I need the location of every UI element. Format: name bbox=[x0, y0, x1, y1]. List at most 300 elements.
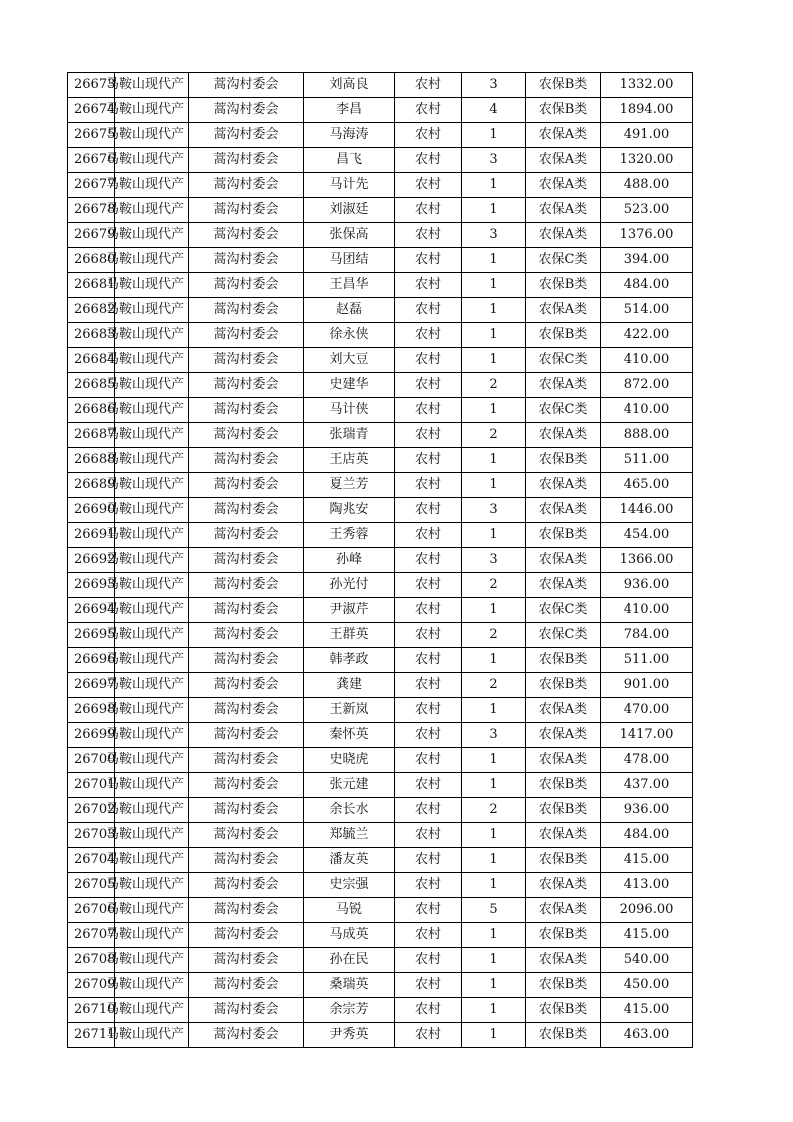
insurance-category-cell: 农保B类 bbox=[526, 773, 601, 798]
organization-text: 马鞍山现代产 bbox=[106, 1027, 185, 1042]
area-type-cell: 农村 bbox=[395, 823, 462, 848]
area-type-cell: 农村 bbox=[395, 873, 462, 898]
organization-text: 马鞍山现代产 bbox=[106, 152, 185, 167]
table-row bbox=[68, 473, 693, 498]
village-committee-cell: 蒿沟村委会 bbox=[189, 523, 304, 548]
person-name-cell: 王昌华 bbox=[304, 273, 395, 298]
organization-text: 马鞍山现代产 bbox=[106, 477, 185, 492]
village-committee-cell: 蒿沟村委会 bbox=[189, 398, 304, 423]
village-committee-cell: 蒿沟村委会 bbox=[189, 998, 304, 1023]
table-row bbox=[68, 498, 693, 523]
household-count-cell: 1 bbox=[462, 123, 526, 148]
household-count-cell: 2 bbox=[462, 798, 526, 823]
organization-cell bbox=[106, 473, 189, 498]
village-committee-cell: 蒿沟村委会 bbox=[189, 723, 304, 748]
person-name-cell: 尹秀英 bbox=[304, 1023, 395, 1048]
organization-cell bbox=[106, 248, 189, 273]
person-name-cell: 马计侠 bbox=[304, 398, 395, 423]
household-count-cell: 5 bbox=[462, 898, 526, 923]
organization-text: 马鞍山现代产 bbox=[106, 427, 185, 442]
area-type-cell: 农村 bbox=[395, 973, 462, 998]
village-committee-cell: 蒿沟村委会 bbox=[189, 623, 304, 648]
table-row bbox=[68, 148, 693, 173]
village-committee-cell: 蒿沟村委会 bbox=[189, 73, 304, 98]
household-count-cell: 1 bbox=[462, 998, 526, 1023]
person-name-cell: 史晓虎 bbox=[304, 748, 395, 773]
area-type-cell: 农村 bbox=[395, 698, 462, 723]
insurance-category-cell: 农保B类 bbox=[526, 273, 601, 298]
organization-text: 马鞍山现代产 bbox=[106, 727, 185, 742]
village-committee-cell: 蒿沟村委会 bbox=[189, 273, 304, 298]
table-row bbox=[68, 748, 693, 773]
organization-text: 马鞍山现代产 bbox=[106, 227, 185, 242]
organization-cell bbox=[106, 348, 189, 373]
insurance-category-cell: 农保B类 bbox=[526, 848, 601, 873]
organization-cell bbox=[106, 498, 189, 523]
organization-text: 马鞍山现代产 bbox=[106, 302, 185, 317]
table-row bbox=[68, 673, 693, 698]
insurance-category-cell: 农保A类 bbox=[526, 298, 601, 323]
person-name-cell: 马海涛 bbox=[304, 123, 395, 148]
person-name-cell: 王群英 bbox=[304, 623, 395, 648]
table-row bbox=[68, 73, 693, 98]
insurance-category-cell: 农保A类 bbox=[526, 148, 601, 173]
household-count-cell: 2 bbox=[462, 373, 526, 398]
insurance-category-cell: 农保A类 bbox=[526, 748, 601, 773]
record-id-cell: 26692 bbox=[68, 548, 115, 573]
household-count-cell: 1 bbox=[462, 1023, 526, 1048]
record-id-cell: 26699 bbox=[68, 723, 115, 748]
area-type-cell: 农村 bbox=[395, 298, 462, 323]
household-count-cell: 1 bbox=[462, 748, 526, 773]
village-committee-cell: 蒿沟村委会 bbox=[189, 923, 304, 948]
table-row bbox=[68, 423, 693, 448]
record-id-cell: 26710 bbox=[68, 998, 115, 1023]
organization-cell bbox=[106, 748, 189, 773]
amount-cell: 484.00 bbox=[601, 823, 693, 848]
table-row bbox=[68, 448, 693, 473]
person-name-cell: 马成英 bbox=[304, 923, 395, 948]
organization-text: 马鞍山现代产 bbox=[106, 602, 185, 617]
insurance-category-cell: 农保A类 bbox=[526, 473, 601, 498]
organization-text: 马鞍山现代产 bbox=[106, 977, 185, 992]
village-committee-cell: 蒿沟村委会 bbox=[189, 473, 304, 498]
household-count-cell: 4 bbox=[462, 98, 526, 123]
amount-cell: 413.00 bbox=[601, 873, 693, 898]
organization-text: 马鞍山现代产 bbox=[106, 827, 185, 842]
amount-cell: 488.00 bbox=[601, 173, 693, 198]
village-committee-cell: 蒿沟村委会 bbox=[189, 823, 304, 848]
insurance-category-cell: 农保B类 bbox=[526, 1023, 601, 1048]
village-committee-cell: 蒿沟村委会 bbox=[189, 698, 304, 723]
table-row bbox=[68, 298, 693, 323]
household-count-cell: 3 bbox=[462, 548, 526, 573]
insurance-category-cell: 农保B类 bbox=[526, 523, 601, 548]
table-row bbox=[68, 598, 693, 623]
person-name-cell: 史建华 bbox=[304, 373, 395, 398]
record-id-cell: 26690 bbox=[68, 498, 115, 523]
organization-cell bbox=[106, 873, 189, 898]
person-name-cell: 桑瑞英 bbox=[304, 973, 395, 998]
organization-cell bbox=[106, 398, 189, 423]
record-id-cell: 26695 bbox=[68, 623, 115, 648]
insurance-category-cell: 农保A类 bbox=[526, 373, 601, 398]
village-committee-cell: 蒿沟村委会 bbox=[189, 973, 304, 998]
record-id-cell: 26683 bbox=[68, 323, 115, 348]
amount-cell: 936.00 bbox=[601, 573, 693, 598]
table-row bbox=[68, 798, 693, 823]
amount-cell: 415.00 bbox=[601, 848, 693, 873]
table-row bbox=[68, 173, 693, 198]
household-count-cell: 2 bbox=[462, 573, 526, 598]
organization-text: 马鞍山现代产 bbox=[106, 877, 185, 892]
organization-cell bbox=[106, 448, 189, 473]
person-name-cell: 孙峰 bbox=[304, 548, 395, 573]
insurance-category-cell: 农保B类 bbox=[526, 448, 601, 473]
household-count-cell: 2 bbox=[462, 423, 526, 448]
organization-cell bbox=[106, 423, 189, 448]
amount-cell: 478.00 bbox=[601, 748, 693, 773]
area-type-cell: 农村 bbox=[395, 273, 462, 298]
amount-cell: 901.00 bbox=[601, 673, 693, 698]
record-id-cell: 26700 bbox=[68, 748, 115, 773]
table-row bbox=[68, 398, 693, 423]
person-name-cell: 赵磊 bbox=[304, 298, 395, 323]
area-type-cell: 农村 bbox=[395, 198, 462, 223]
area-type-cell: 农村 bbox=[395, 848, 462, 873]
area-type-cell: 农村 bbox=[395, 223, 462, 248]
village-committee-cell: 蒿沟村委会 bbox=[189, 673, 304, 698]
insurance-category-cell: 农保C类 bbox=[526, 598, 601, 623]
organization-text: 马鞍山现代产 bbox=[106, 577, 185, 592]
record-id-cell: 26684 bbox=[68, 348, 115, 373]
household-count-cell: 3 bbox=[462, 723, 526, 748]
insurance-category-cell: 农保A类 bbox=[526, 723, 601, 748]
organization-cell bbox=[106, 998, 189, 1023]
area-type-cell: 农村 bbox=[395, 773, 462, 798]
village-committee-cell: 蒿沟村委会 bbox=[189, 198, 304, 223]
person-name-cell: 昌飞 bbox=[304, 148, 395, 173]
insurance-category-cell: 农保A类 bbox=[526, 498, 601, 523]
person-name-cell: 韩孝政 bbox=[304, 648, 395, 673]
insurance-category-cell: 农保C类 bbox=[526, 348, 601, 373]
table-row bbox=[68, 873, 693, 898]
area-type-cell: 农村 bbox=[395, 723, 462, 748]
person-name-cell: 余宗芳 bbox=[304, 998, 395, 1023]
amount-cell: 872.00 bbox=[601, 373, 693, 398]
table-row bbox=[68, 723, 693, 748]
person-name-cell: 徐永侠 bbox=[304, 323, 395, 348]
village-committee-cell: 蒿沟村委会 bbox=[189, 448, 304, 473]
record-id-cell: 26689 bbox=[68, 473, 115, 498]
organization-text: 马鞍山现代产 bbox=[106, 452, 185, 467]
household-count-cell: 3 bbox=[462, 498, 526, 523]
table-row bbox=[68, 1023, 693, 1048]
organization-text: 马鞍山现代产 bbox=[106, 102, 185, 117]
household-count-cell: 2 bbox=[462, 623, 526, 648]
organization-cell bbox=[106, 148, 189, 173]
amount-cell: 410.00 bbox=[601, 598, 693, 623]
household-count-cell: 3 bbox=[462, 148, 526, 173]
household-count-cell: 1 bbox=[462, 848, 526, 873]
organization-cell bbox=[106, 573, 189, 598]
record-id-cell: 26704 bbox=[68, 848, 115, 873]
person-name-cell: 余长水 bbox=[304, 798, 395, 823]
record-id-cell: 26703 bbox=[68, 823, 115, 848]
amount-cell: 484.00 bbox=[601, 273, 693, 298]
record-id-cell: 26698 bbox=[68, 698, 115, 723]
village-committee-cell: 蒿沟村委会 bbox=[189, 173, 304, 198]
record-id-cell: 26702 bbox=[68, 798, 115, 823]
household-count-cell: 1 bbox=[462, 698, 526, 723]
village-committee-cell: 蒿沟村委会 bbox=[189, 98, 304, 123]
village-committee-cell: 蒿沟村委会 bbox=[189, 773, 304, 798]
area-type-cell: 农村 bbox=[395, 173, 462, 198]
table-row bbox=[68, 648, 693, 673]
record-id-cell: 26673 bbox=[68, 73, 115, 98]
household-count-cell: 1 bbox=[462, 448, 526, 473]
table-row bbox=[68, 323, 693, 348]
record-id-cell: 26687 bbox=[68, 423, 115, 448]
person-name-cell: 王秀蓉 bbox=[304, 523, 395, 548]
insurance-category-cell: 农保A类 bbox=[526, 123, 601, 148]
person-name-cell: 张瑞青 bbox=[304, 423, 395, 448]
organization-text: 马鞍山现代产 bbox=[106, 527, 185, 542]
area-type-cell: 农村 bbox=[395, 473, 462, 498]
person-name-cell: 王新岚 bbox=[304, 698, 395, 723]
table-row bbox=[68, 248, 693, 273]
organization-cell bbox=[106, 1023, 189, 1048]
household-count-cell: 1 bbox=[462, 248, 526, 273]
insurance-category-cell: 农保B类 bbox=[526, 673, 601, 698]
insurance-category-cell: 农保A类 bbox=[526, 548, 601, 573]
organization-text: 马鞍山现代产 bbox=[106, 777, 185, 792]
organization-text: 马鞍山现代产 bbox=[106, 277, 185, 292]
village-committee-cell: 蒿沟村委会 bbox=[189, 798, 304, 823]
record-id-cell: 26675 bbox=[68, 123, 115, 148]
insurance-category-cell: 农保C类 bbox=[526, 623, 601, 648]
organization-text: 马鞍山现代产 bbox=[106, 77, 185, 92]
person-name-cell: 潘友英 bbox=[304, 848, 395, 873]
record-id-cell: 26691 bbox=[68, 523, 115, 548]
household-count-cell: 1 bbox=[462, 298, 526, 323]
household-count-cell: 1 bbox=[462, 773, 526, 798]
village-committee-cell: 蒿沟村委会 bbox=[189, 148, 304, 173]
area-type-cell: 农村 bbox=[395, 623, 462, 648]
area-type-cell: 农村 bbox=[395, 898, 462, 923]
organization-cell bbox=[106, 598, 189, 623]
organization-text: 马鞍山现代产 bbox=[106, 902, 185, 917]
organization-cell bbox=[106, 923, 189, 948]
organization-cell bbox=[106, 173, 189, 198]
amount-cell: 888.00 bbox=[601, 423, 693, 448]
village-committee-cell: 蒿沟村委会 bbox=[189, 323, 304, 348]
organization-cell bbox=[106, 898, 189, 923]
amount-cell: 394.00 bbox=[601, 248, 693, 273]
organization-cell bbox=[106, 648, 189, 673]
village-committee-cell: 蒿沟村委会 bbox=[189, 873, 304, 898]
area-type-cell: 农村 bbox=[395, 748, 462, 773]
person-name-cell: 夏兰芳 bbox=[304, 473, 395, 498]
insurance-category-cell: 农保B类 bbox=[526, 73, 601, 98]
person-name-cell: 刘淑廷 bbox=[304, 198, 395, 223]
person-name-cell: 秦怀英 bbox=[304, 723, 395, 748]
organization-text: 马鞍山现代产 bbox=[106, 327, 185, 342]
household-count-cell: 1 bbox=[462, 348, 526, 373]
table-row bbox=[68, 548, 693, 573]
area-type-cell: 农村 bbox=[395, 398, 462, 423]
area-type-cell: 农村 bbox=[395, 598, 462, 623]
insurance-category-cell: 农保A类 bbox=[526, 898, 601, 923]
amount-cell: 454.00 bbox=[601, 523, 693, 548]
table-row bbox=[68, 773, 693, 798]
area-type-cell: 农村 bbox=[395, 523, 462, 548]
insurance-category-cell: 农保C类 bbox=[526, 398, 601, 423]
organization-cell bbox=[106, 73, 189, 98]
organization-cell bbox=[106, 98, 189, 123]
amount-cell: 450.00 bbox=[601, 973, 693, 998]
insurance-category-cell: 农保A类 bbox=[526, 173, 601, 198]
record-id-cell: 26680 bbox=[68, 248, 115, 273]
insurance-category-cell: 农保A类 bbox=[526, 823, 601, 848]
amount-cell: 491.00 bbox=[601, 123, 693, 148]
record-id-cell: 26678 bbox=[68, 198, 115, 223]
insurance-category-cell: 农保A类 bbox=[526, 873, 601, 898]
table-row bbox=[68, 348, 693, 373]
household-count-cell: 1 bbox=[462, 198, 526, 223]
area-type-cell: 农村 bbox=[395, 948, 462, 973]
insurance-category-cell: 农保B类 bbox=[526, 648, 601, 673]
area-type-cell: 农村 bbox=[395, 798, 462, 823]
organization-cell bbox=[106, 523, 189, 548]
person-name-cell: 马团结 bbox=[304, 248, 395, 273]
organization-cell bbox=[106, 723, 189, 748]
organization-text: 马鞍山现代产 bbox=[106, 552, 185, 567]
organization-text: 马鞍山现代产 bbox=[106, 677, 185, 692]
amount-cell: 415.00 bbox=[601, 998, 693, 1023]
organization-cell bbox=[106, 673, 189, 698]
amount-cell: 470.00 bbox=[601, 698, 693, 723]
amount-cell: 936.00 bbox=[601, 798, 693, 823]
organization-cell bbox=[106, 948, 189, 973]
record-id-cell: 26696 bbox=[68, 648, 115, 673]
person-name-cell: 尹淑芹 bbox=[304, 598, 395, 623]
household-count-cell: 3 bbox=[462, 223, 526, 248]
area-type-cell: 农村 bbox=[395, 673, 462, 698]
table-row bbox=[68, 273, 693, 298]
table-row bbox=[68, 523, 693, 548]
amount-cell: 422.00 bbox=[601, 323, 693, 348]
insurance-category-cell: 农保A类 bbox=[526, 223, 601, 248]
village-committee-cell: 蒿沟村委会 bbox=[189, 298, 304, 323]
village-committee-cell: 蒿沟村委会 bbox=[189, 373, 304, 398]
household-count-cell: 1 bbox=[462, 173, 526, 198]
area-type-cell: 农村 bbox=[395, 573, 462, 598]
record-id-cell: 26711 bbox=[68, 1023, 115, 1048]
area-type-cell: 农村 bbox=[395, 1023, 462, 1048]
person-name-cell: 史宗强 bbox=[304, 873, 395, 898]
village-committee-cell: 蒿沟村委会 bbox=[189, 848, 304, 873]
household-count-cell: 1 bbox=[462, 873, 526, 898]
amount-cell: 1446.00 bbox=[601, 498, 693, 523]
village-committee-cell: 蒿沟村委会 bbox=[189, 548, 304, 573]
organization-text: 马鞍山现代产 bbox=[106, 852, 185, 867]
village-committee-cell: 蒿沟村委会 bbox=[189, 1023, 304, 1048]
area-type-cell: 农村 bbox=[395, 323, 462, 348]
village-committee-cell: 蒿沟村委会 bbox=[189, 648, 304, 673]
table-row bbox=[68, 948, 693, 973]
insurance-category-cell: 农保A类 bbox=[526, 573, 601, 598]
organization-text: 马鞍山现代产 bbox=[106, 352, 185, 367]
amount-cell: 410.00 bbox=[601, 348, 693, 373]
organization-cell bbox=[106, 373, 189, 398]
organization-text: 马鞍山现代产 bbox=[106, 752, 185, 767]
person-name-cell: 张元建 bbox=[304, 773, 395, 798]
village-committee-cell: 蒿沟村委会 bbox=[189, 898, 304, 923]
table-row bbox=[68, 573, 693, 598]
person-name-cell: 孙光付 bbox=[304, 573, 395, 598]
table-row bbox=[68, 923, 693, 948]
area-type-cell: 农村 bbox=[395, 98, 462, 123]
amount-cell: 415.00 bbox=[601, 923, 693, 948]
amount-cell: 465.00 bbox=[601, 473, 693, 498]
area-type-cell: 农村 bbox=[395, 423, 462, 448]
record-id-cell: 26694 bbox=[68, 598, 115, 623]
amount-cell: 1366.00 bbox=[601, 548, 693, 573]
table-row bbox=[68, 623, 693, 648]
organization-cell bbox=[106, 848, 189, 873]
insurance-category-cell: 农保B类 bbox=[526, 973, 601, 998]
organization-text: 马鞍山现代产 bbox=[106, 402, 185, 417]
organization-text: 马鞍山现代产 bbox=[106, 802, 185, 817]
person-name-cell: 马计先 bbox=[304, 173, 395, 198]
household-count-cell: 1 bbox=[462, 473, 526, 498]
amount-cell: 410.00 bbox=[601, 398, 693, 423]
organization-text: 马鞍山现代产 bbox=[106, 252, 185, 267]
organization-text: 马鞍山现代产 bbox=[106, 1002, 185, 1017]
area-type-cell: 农村 bbox=[395, 448, 462, 473]
insurance-category-cell: 农保B类 bbox=[526, 798, 601, 823]
insurance-category-cell: 农保C类 bbox=[526, 248, 601, 273]
household-count-cell: 1 bbox=[462, 923, 526, 948]
record-id-cell: 26708 bbox=[68, 948, 115, 973]
village-committee-cell: 蒿沟村委会 bbox=[189, 748, 304, 773]
village-committee-cell: 蒿沟村委会 bbox=[189, 248, 304, 273]
table-row bbox=[68, 973, 693, 998]
amount-cell: 2096.00 bbox=[601, 898, 693, 923]
table-row bbox=[68, 698, 693, 723]
table-row bbox=[68, 98, 693, 123]
area-type-cell: 农村 bbox=[395, 498, 462, 523]
amount-cell: 784.00 bbox=[601, 623, 693, 648]
record-id-cell: 26681 bbox=[68, 273, 115, 298]
amount-cell: 1320.00 bbox=[601, 148, 693, 173]
household-count-cell: 1 bbox=[462, 973, 526, 998]
table-row bbox=[68, 898, 693, 923]
village-committee-cell: 蒿沟村委会 bbox=[189, 423, 304, 448]
record-id-cell: 26706 bbox=[68, 898, 115, 923]
organization-cell bbox=[106, 623, 189, 648]
area-type-cell: 农村 bbox=[395, 373, 462, 398]
area-type-cell: 农村 bbox=[395, 998, 462, 1023]
amount-cell: 1894.00 bbox=[601, 98, 693, 123]
insurance-category-cell: 农保A类 bbox=[526, 948, 601, 973]
person-name-cell: 陶兆安 bbox=[304, 498, 395, 523]
household-count-cell: 1 bbox=[462, 523, 526, 548]
area-type-cell: 农村 bbox=[395, 548, 462, 573]
person-name-cell: 王店英 bbox=[304, 448, 395, 473]
village-committee-cell: 蒿沟村委会 bbox=[189, 348, 304, 373]
